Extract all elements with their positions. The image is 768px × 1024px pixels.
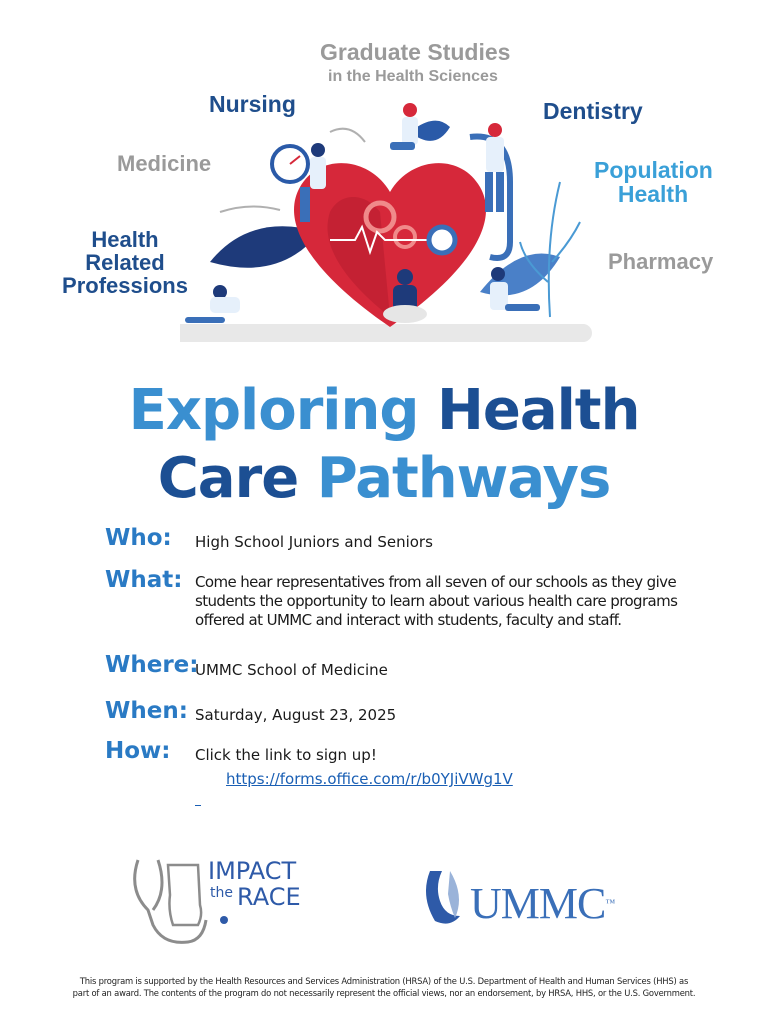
what-line-2: students the opportunity to learn about various health care programs (195, 592, 678, 610)
what-line-1: Come hear representatives from all seven of our schools as they give (195, 573, 677, 591)
label-population-line2: Health (617, 181, 689, 208)
footer-disclaimer (40, 975, 728, 999)
what-label: What: (105, 567, 183, 593)
title-word-exploring: Exploring (128, 378, 419, 443)
stethoscope-bell-icon (220, 916, 228, 924)
impact-text: IMPACT (208, 857, 297, 885)
label-graduate-studies: Graduate Studies (320, 39, 511, 65)
label-population-health (594, 158, 712, 206)
mississippi-outline (168, 865, 201, 925)
when-value: Saturday, August 23, 2025 (195, 706, 397, 724)
ummc-wordmark (470, 880, 614, 928)
who-value: High School Juniors and Seniors (195, 533, 433, 551)
person-bottom-left (185, 285, 240, 323)
label-health-related-professions (50, 228, 200, 297)
how-value: Click the link to sign up! (195, 746, 377, 764)
label-graduate-studies-sub: in the Health Sciences (328, 68, 498, 85)
when-label: When: (105, 698, 188, 724)
label-population-line1: Population (594, 157, 713, 183)
ummc-emblem (420, 866, 470, 928)
title-line-2 (0, 446, 768, 512)
link-underline-stub (195, 805, 201, 806)
what-line-3: offered at UMMC and interact with students, faculty and staff. (195, 611, 622, 629)
stethoscope-chest (429, 227, 455, 253)
label-nursing: Nursing (209, 91, 296, 117)
ummc-text: UMMC (470, 879, 606, 928)
platform-shape (180, 324, 592, 342)
label-medicine: Medicine (117, 151, 212, 176)
title-line-1 (0, 378, 768, 444)
what-value (195, 573, 715, 630)
how-label: How: (105, 738, 171, 764)
signup-link[interactable]: https://forms.office.com/r/b0YJiVWg1V (226, 770, 513, 788)
person-top (390, 103, 418, 150)
label-hrp-line2: Professions (62, 273, 188, 299)
footer-line-1: This program is supported by the Health Resources and Services Administration (HRSA) of the U.S. Department of Health and Human Services (HHS) as (79, 976, 689, 986)
footer-line-2: part of an award. The contents of the program do not necessarily represent the official views, nor an endorsement, by HRSA, HHS, or the U.S. Government. (72, 988, 696, 998)
title-word-care: Care (157, 446, 299, 511)
ummc-tm: ™ (605, 898, 615, 909)
title-word-health: Health (436, 378, 640, 443)
label-dentistry: Dentistry (543, 98, 643, 124)
race-text: RACE (237, 883, 301, 911)
plant-right (520, 182, 580, 317)
where-label: Where: (105, 652, 199, 678)
healthcare-illustration (180, 92, 600, 352)
the-text: the (210, 885, 233, 901)
label-hrp-line1: Health Related (85, 227, 165, 276)
title-word-pathways: Pathways (316, 446, 611, 511)
label-pharmacy: Pharmacy (608, 249, 714, 274)
where-value: UMMC School of Medicine (195, 661, 388, 679)
who-label: Who: (105, 525, 172, 551)
